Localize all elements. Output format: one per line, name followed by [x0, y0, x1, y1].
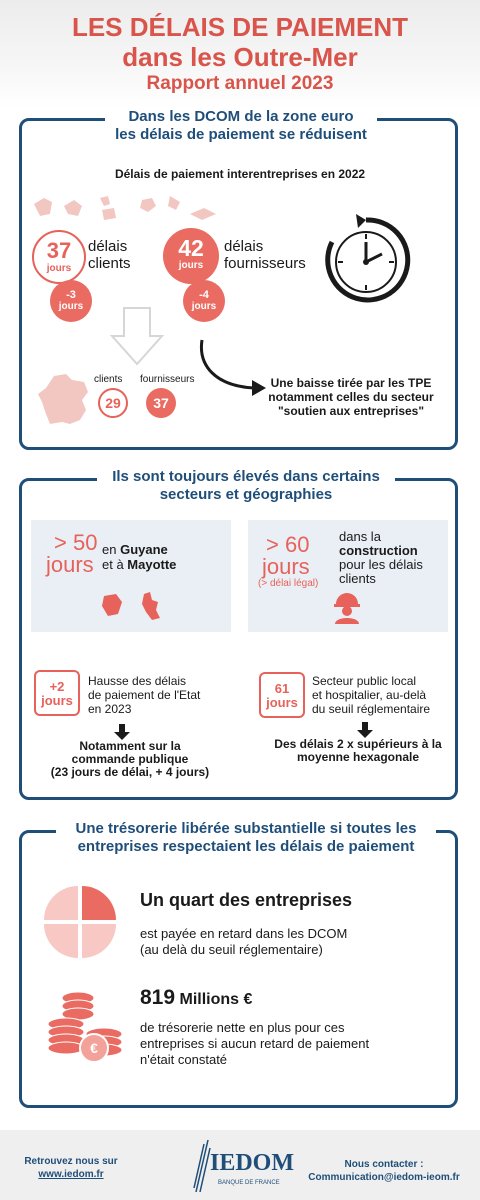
main-subtitle: dans les Outre-Mer: [122, 42, 358, 72]
suppliers-label: délais fournisseurs: [224, 238, 306, 272]
fact2-text: de trésorerie nette en plus pour ces entreprises si aucun retard de paiement n'était constaté: [140, 1020, 370, 1067]
box1-text: en Guyane et à Mayotte: [102, 542, 177, 572]
website-link[interactable]: www.iedom.fr: [38, 1169, 104, 1180]
france-map-icon: [36, 372, 92, 428]
badge-public-sector: 61 jours: [259, 672, 305, 718]
down-arrow-small-icon-2: [357, 722, 373, 738]
clients-label: délais clients: [88, 238, 131, 272]
clients-change-circle: -3 jours: [50, 280, 92, 322]
badge1-text: Hausse des délais de paiement de l'Etat en 2023: [88, 674, 201, 716]
contact-email-link[interactable]: Communication@iedom-ieom.fr: [308, 1172, 460, 1183]
guyane-mayotte-map-icon: [100, 590, 170, 622]
fact2-headline: 819 Millions €: [140, 986, 253, 1009]
box2-small-note: (> délai légal): [258, 578, 319, 589]
construction-worker-icon: [330, 590, 364, 624]
section1-title: Dans les DCOM de la zone euro les délais de paiement se réduisent: [105, 108, 377, 144]
clock-icon: [318, 212, 414, 308]
box2-text: dans la construction pour les délais clients: [339, 529, 423, 586]
badge-state-delay: +2 jours: [34, 670, 80, 716]
footer-right: Nous contacter : Communication@iedom-ieom.fr: [308, 1159, 460, 1183]
badge1-note: Notamment sur la commande publique (23 jours de délai, + 4 jours): [50, 739, 210, 779]
logo-stripes-icon: [190, 1136, 212, 1194]
fact1-text: est payée en retard dans les DCOM (au delà du seuil réglementaire): [140, 926, 348, 957]
badge2-note: Des délais 2 x supérieurs à la moyenne hexagonale: [274, 737, 442, 764]
report-year: Rapport annuel 2023: [146, 73, 334, 94]
curved-arrow-icon: [196, 336, 268, 400]
france-clients-circle: 29: [98, 388, 128, 418]
section2-title: Ils sont toujours élevés dans certains secteurs et géographies: [97, 468, 395, 504]
pie-chart-icon: [42, 884, 118, 960]
section1-note: Une baisse tirée par les TPE notamment celles du secteur "soutien aux entreprises": [268, 376, 434, 418]
france-suppliers-circle: 37: [146, 388, 176, 418]
down-arrow-icon: [110, 306, 164, 366]
euro-icon: €: [90, 1040, 98, 1056]
box1-big-value: > 50 jours: [46, 530, 98, 577]
suppliers-change-circle: -4 jours: [183, 280, 225, 322]
france-suppliers-label: fournisseurs: [140, 374, 195, 385]
box2-big-value: > 60 jours: [262, 532, 310, 579]
suppliers-delay-circle: 42 jours: [163, 228, 219, 284]
coins-icon: [44, 984, 130, 1070]
badge2-text: Secteur public local et hospitalier, au-delà du seuil réglementaire: [312, 674, 431, 716]
france-clients-label: clients: [94, 374, 123, 385]
footer-left: Retrouvez nous sur www.iedom.fr: [24, 1156, 118, 1180]
fact1-title: Un quart des entreprises: [140, 890, 353, 910]
iedom-logo: IEDOM BANQUE DE FRANCE: [190, 1136, 290, 1194]
section3-title: Une trésorerie libérée substantielle si toutes les entreprises respectaient les délais de paiement: [56, 820, 436, 856]
clients-delay-circle: 37 jours: [32, 230, 86, 284]
main-title: LES DÉLAIS DE PAIEMENT: [71, 12, 409, 42]
section1-subtitle: Délais de paiement interentreprises en 2022: [114, 167, 366, 181]
dom-islands-icon: [30, 192, 220, 228]
down-arrow-small-icon: [114, 724, 130, 740]
